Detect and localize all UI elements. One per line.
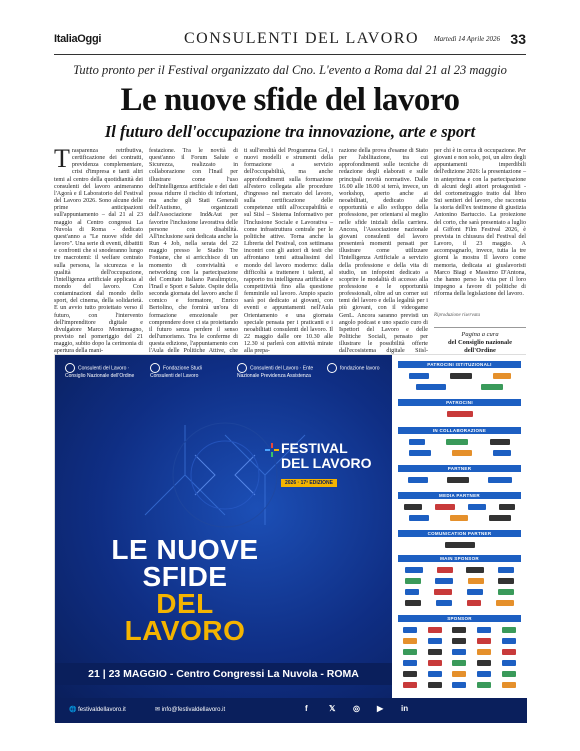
advert-logos: [65, 363, 385, 383]
x-twitter-icon[interactable]: 𝕏: [329, 704, 336, 713]
logo-row: [398, 567, 521, 573]
slogan-line-4: LAVORO: [124, 615, 246, 646]
logo-row: [398, 671, 521, 677]
logo-mark-icon: [65, 363, 75, 373]
section-label: MAIN SPONSOR: [398, 555, 521, 562]
logo-row: [398, 600, 521, 606]
copyright-note: Riproduzione riservata: [434, 313, 481, 318]
article-column-4: razione della prova d'esame di Stato per l'abilitazione, tra cui approfondimenti sulle tecniche di redazione degli elaborati e sulle principali novità normative. Dalle 16.00 alle 18.00 si terrà, invece, un workshop, aperto anche ai neoabilitati, dedicato alle opportunità e allo sviluppo della professione, per orientarsi al meglio nelle sfide iniziali della carriera. Ancora, l'Associazione nazionale giovani consulenti del lavoro presenterà momenti pensati per illustrare come utilizzare l'Intelligenza Artificiale a servizio della professione e della vita di studio, un infopoint dedicato a scoprire le modalità di accesso alla professione e le opportunità professionali, oltre ad un corner sui temi del lavoro e della legalità per i più giovani, con il videogame GenL. Ancora saranno previsti un angolo podcast e uno spazio curo di Ispettori del Lavoro e delle Politiche Sociali, pensato per illustrare le possibilità offerte dall'ecosistema digitale Siisl-: [339, 148, 428, 355]
masthead-rule: [54, 54, 526, 55]
festival-name-line-2: DEL LAVORO: [281, 455, 372, 471]
logo-mark-icon: [327, 363, 337, 373]
section-title: CONSULENTI DEL LAVORO: [184, 30, 420, 47]
logo-row: [398, 649, 521, 655]
logo-row: [398, 373, 521, 379]
logo-mark-icon: [237, 363, 247, 373]
sponsor-panel: [392, 355, 527, 698]
logo-row: [398, 589, 521, 595]
section-label: PATROCINI ISTITUZIONALI: [398, 361, 521, 368]
slogan-line-2: SFIDE: [142, 561, 228, 592]
section-label: COMUNICATION PARTNER: [398, 530, 521, 537]
article-body: [54, 144, 526, 355]
edition-badge: 2026 · 17ª EDIZIONE: [281, 479, 337, 487]
section-label: PATROCINI: [398, 399, 521, 406]
logo-row: [398, 384, 521, 390]
youtube-icon[interactable]: ▶: [377, 704, 384, 713]
logo-row: [398, 627, 521, 633]
headline: Le nuove sfide del lavoro: [120, 82, 460, 118]
credit-line-1: Pagina a cura: [461, 331, 499, 338]
advert-visual: [55, 355, 392, 698]
column-text: rasparenza retributiva, certificazione dei contratti, previdenza complementare, crisi d'impresa e tanti altri temi al centro della quotidianità dei consulenti del lavoro animeranno l'Agorà e il Laboratorio del Festival del Lavoro 2026. Sono alcune delle prime anticipazioni sull'appuntamento – dal 21 al 23 maggio al Centro congressi La Nuvola di Roma - dedicato quest'anno a "Le nuove sfide del lavoro". Una serie di eventi, dibattiti e confronti che si snoderanno lungo tre macrotemi: il welfare centrato sulla persona, la sicurezza e la qualità dell'occupazione, l'intelligenza artificiale applicata al mondo del lavoro. Con contaminazioni dal mondo dello sport, del cinema, della solidarietà. E un avvio tutto proiettato verso il futuro, con l'intervento dell'imprenditore digitale e divulgatore Marco Montemagno, previsto nel pomeriggio del 21 maggio, subito dopo la cerimonia di apertura della mani-: [54, 148, 143, 355]
section-label: MEDIA PARTNER: [398, 492, 521, 499]
facebook-icon[interactable]: f: [305, 704, 308, 713]
advert-footer: [55, 698, 527, 723]
logo-fondazione-studi: Fondazione Studi Consulenti del Lavoro: [150, 363, 220, 379]
logo-row: [398, 638, 521, 644]
logo-row: [398, 439, 521, 445]
logo-cno: Consulenti del Lavoro · Consiglio Nazionale dell'Ordine: [65, 363, 135, 379]
issue-date: Martedì 14 Aprile 2026: [433, 35, 500, 43]
logo-row: [398, 578, 521, 584]
instagram-icon[interactable]: ◎: [353, 704, 360, 713]
kicker: Tutto pronto per il Festival organizzato dal Cno. L'evento a Roma dal 21 al 23 maggio: [73, 63, 507, 77]
logo-row: [398, 542, 521, 548]
logo-row: [398, 515, 521, 521]
article-column-3: ti sull'eredità del Programma Gol, i nuovi modelli e strumenti della formazione a servizio dell'occupabilità, ma anche approfondimenti sulla formazione all'estero collegata alle procedure d'ingresso nel mercato del lavoro, sulla certificazione delle competenze utili all'occupabilità e sul Siisl – Sistema Informativo per l'Inclusione Sociale e Lavorativa – come infrastruttura centrale per le politiche attive. Torna anche la Libreria del Festival, con settimana incontri con gli autori di testi che affrontano temi attualissimi del mondo del lavoro moderno: dalla difficoltà a trattenere i talenti, al rapporto tra intelligenza artificiale e competitività fino alla questione femminile sul lavoro. Ampio spazio sarà poi dedicato ai giovani, con eventi e appuntamenti nell'Aula Orientamento e una giornata speciale pensata per i praticanti e i neoabilitati consulenti del lavoro. Il 22 maggio dalle ore 10.30 alle 12.30 si parlerà con attività mirate alla prepa-: [244, 148, 333, 355]
article-column-2: festazione. Tra le novità di quest'anno il Forum Salute e Sicurezza, realizzato in collaborazione con l'Inail per illustrare come l'uso dell'intelligenza artificiale e dei dati possa ridurre il rischio di infortuni, ma anche gli Stati Generali dell'Autismo, organizzati dall'Associazione Ind&Aut per favorire l'inclusione lavorativa delle persone con disabilità. All'inclusione sarà dedicata anche la Run 4 Job, nella serata del 22 maggio presso le Stadio Tre Fontane, che si arricchisce di un momento di convivialità e networking con la partecipazione del Comitato Italiano Paralimpico, l'Inail e Sport e Salute. Ospite della seconda giornata del lavoro anche il comico e formatore, Enrico Bertolino, che fornirà un'ora di formazione emozionale per comprendere dove ci sta proiettando il futuro senza perdere il senso dell'umorismo. Tra le conferme di questa edizione, l'appuntamento con l'Aula delle Politiche Attive, che: [149, 148, 238, 355]
logo-row: [398, 477, 521, 483]
logo-mark-icon: [150, 363, 160, 373]
logo-row: [398, 660, 521, 666]
logo-row: [398, 682, 521, 688]
page-number: 33: [510, 31, 526, 47]
credit-line-2: del Consiglio nazionale dell'Ordine: [448, 339, 512, 354]
slogan-line-3: DEL: [156, 588, 214, 619]
website-link[interactable]: 🌐 festivaldellavoro.it: [69, 707, 126, 713]
festival-name-line-1: FESTIVAL: [281, 440, 348, 456]
festival-advert[interactable]: [54, 354, 526, 722]
festival-logo-icon: [265, 443, 279, 457]
advert-slogan: [95, 536, 275, 644]
event-dates-band: 21 | 23 MAGGIO - Centro Congressi La Nuvola - ROMA: [55, 663, 392, 685]
article-column-1: [54, 144, 143, 355]
subheadline: Il futuro dell'occupazione tra innovazione, arte e sport: [104, 122, 476, 141]
email-link[interactable]: ✉ info@festivaldellavoro.it: [155, 707, 226, 713]
section-label: IN COLLABORAZIONE: [398, 427, 521, 434]
festival-wordmark: [281, 441, 372, 489]
linkedin-icon[interactable]: in: [401, 704, 409, 713]
logo-row: [398, 504, 521, 510]
slogan-line-1: LE NUOVE: [111, 534, 259, 565]
section-label: SPONSOR: [398, 615, 521, 622]
logo-enpacl: Consulenti del Lavoro · Ente Nazionale Previdenza Assistenza: [237, 363, 317, 379]
brand-logo: ItaliaOggi: [54, 33, 102, 45]
masthead: [54, 30, 526, 52]
drop-cap: T: [54, 144, 70, 173]
article-column-5: per chi è in cerca di occupazione. Per giovani e non solo, poi, un altro degli appuntamenti imperdibili dell'edizione 2026: la presentazione – in anteprima e con la partecipazione di alcuni degli attori protagonisti - del cortometraggio tratto dal libro Sui sentieri del lavoro, che racconta la storia dell'ex testimone di giustizia Antonino Bartuccio. La proiezione del corto, che sarà presentato a luglio al Giffoni Film Festival 2026, è prevista in chiusura del Festival del Lavoro, il 23 maggio. A accompagnarlo, invece, tutta la tre giorni la mostra Il lavoro come memoria, dedicata ai giuslavoristi Marco Biagi e Massimo D'Antona, che hanno perso la vita per il loro impegno a favore di politiche di riforma della legislazione del lavoro.: [434, 148, 526, 298]
section-label: PARTNER: [398, 465, 521, 472]
logo-row: [398, 411, 521, 417]
logo-row: [398, 450, 521, 456]
logo-fondazione-lavoro: fondazione lavoro: [327, 363, 382, 373]
